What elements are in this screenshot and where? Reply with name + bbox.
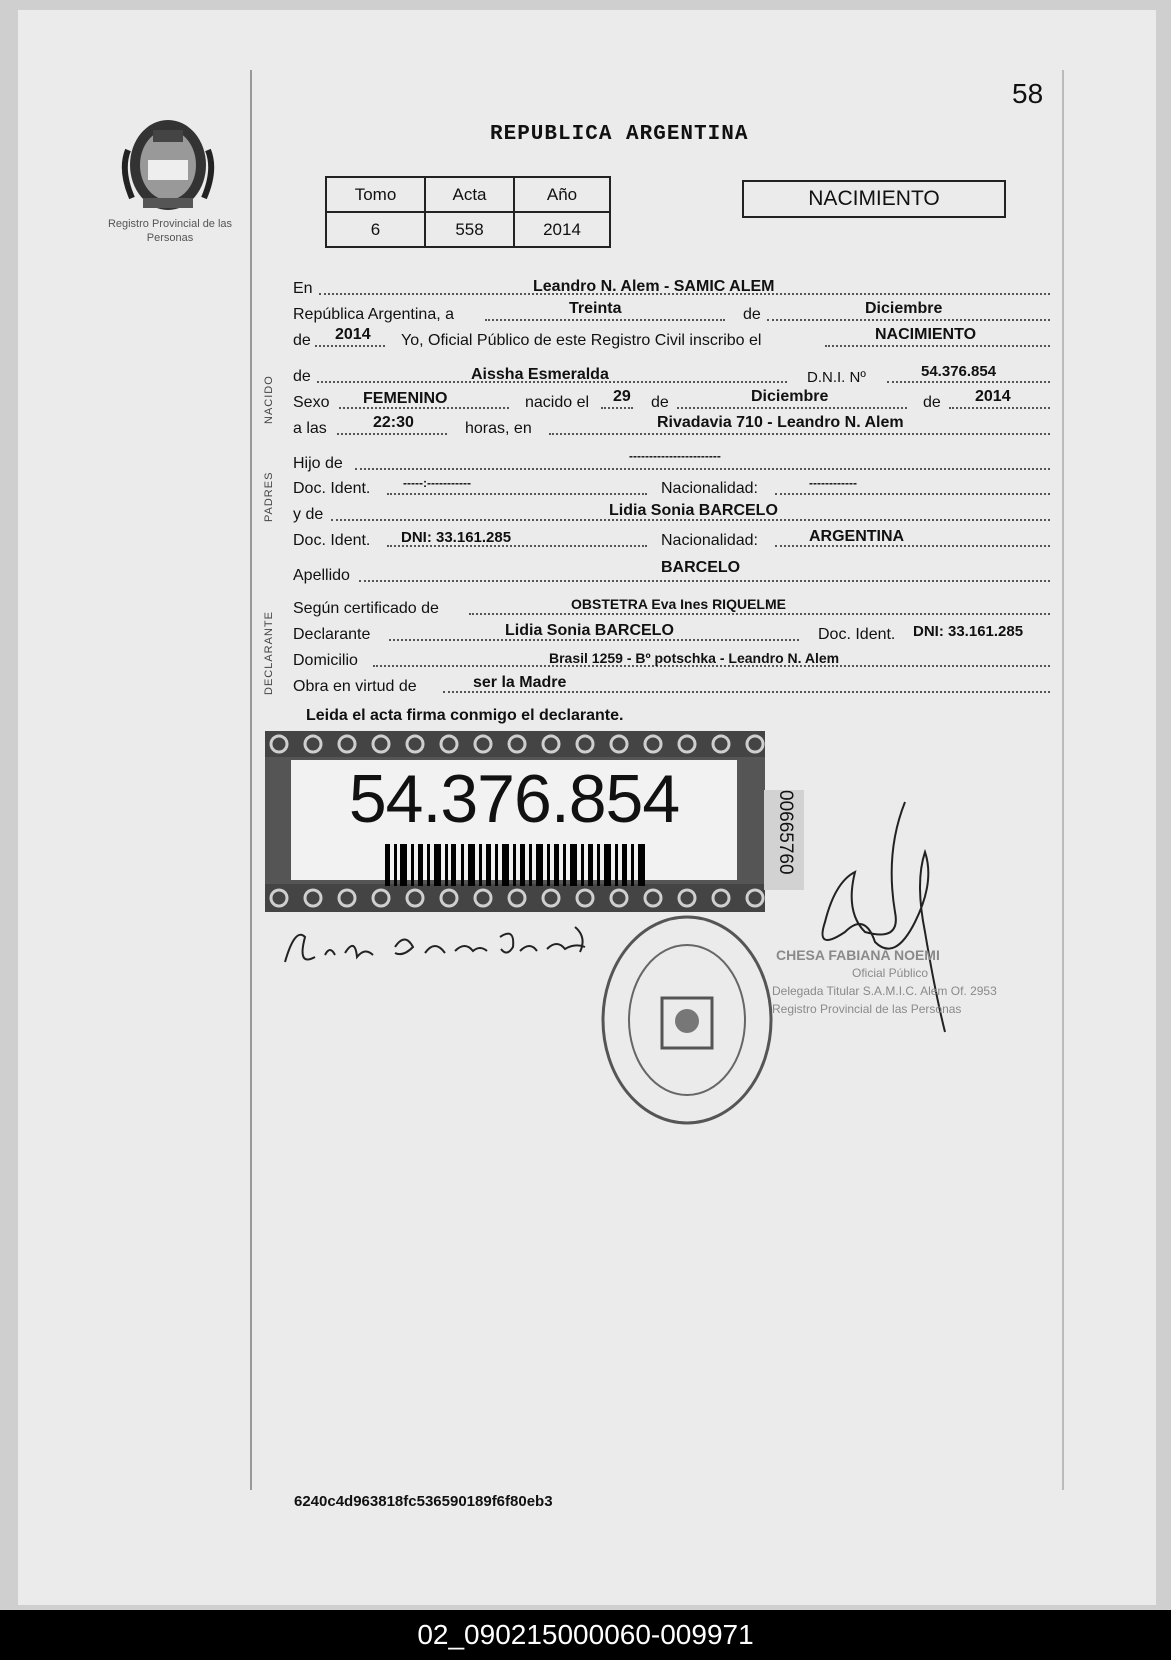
value-tomo: 6: [326, 212, 425, 247]
value-child-name: Aissha Esmeralda: [471, 366, 609, 383]
registry-label: Registro Provincial de las Personas: [107, 218, 233, 244]
row-sexo: [293, 388, 1050, 412]
fill-line: [315, 345, 385, 347]
row-obra: [293, 672, 1050, 696]
value-inscribo: NACIMIENTO: [875, 326, 977, 343]
fill-line: [601, 407, 633, 409]
value-birth-time: 22:30: [373, 414, 414, 431]
official-registry: Registro Provincial de las Personas: [772, 1002, 962, 1016]
label-sexo: Sexo: [293, 394, 330, 411]
document-title: REPUBLICA ARGENTINA: [490, 123, 749, 146]
label-horas: horas, en: [465, 420, 532, 437]
value-month: Diciembre: [865, 300, 943, 317]
label-de: de: [743, 306, 761, 323]
row-declarante: [293, 620, 1050, 644]
sticker-serial-strip: [764, 790, 804, 890]
official-position: Delegada Titular S.A.M.I.C. Alem Of. 2953: [772, 984, 997, 998]
row-mother: [293, 500, 1050, 524]
fill-line: [549, 433, 1050, 435]
right-margin-line: [1062, 70, 1064, 1490]
reference-table: [325, 176, 611, 248]
sticker-dni-number: 54.376.854: [348, 761, 680, 837]
label-doc-ident: Doc. Ident.: [818, 626, 896, 643]
value-child-dni: 54.376.854: [921, 363, 997, 380]
row-time-place: [293, 414, 1050, 438]
header-tomo: Tomo: [326, 177, 425, 212]
row-mother-doc: [293, 526, 1050, 550]
page-number: 58: [1012, 78, 1044, 109]
label-de: de: [923, 394, 941, 411]
official-name: CHESA FABIANA NOEMI: [776, 947, 940, 963]
value-acta: 558: [425, 212, 514, 247]
value-declarante: Lidia Sonia BARCELO: [505, 622, 674, 639]
barcode-icon: [385, 844, 647, 886]
value-birth-year: 2014: [975, 388, 1011, 405]
registry-seal-icon: [600, 913, 775, 1128]
fill-line: [337, 433, 447, 435]
label-nacionalidad: Nacionalidad:: [661, 480, 758, 497]
sticker-serial: 00665760: [775, 790, 796, 875]
row-nacido-name: [293, 362, 1050, 386]
label-obra: Obra en virtud de: [293, 678, 417, 695]
value-birth-place: Rivadavia 710 - Leandro N. Alem: [657, 414, 904, 431]
value-birth-month: Diciembre: [751, 388, 829, 405]
fill-line: [949, 407, 1050, 409]
section-label-nacido: NACIDO: [263, 375, 275, 424]
label-de: de: [651, 394, 669, 411]
fill-line: [359, 580, 1050, 582]
label-y-de: y de: [293, 506, 324, 523]
fill-line: [767, 319, 1050, 321]
header-acta: Acta: [425, 177, 514, 212]
row-certificado: [293, 594, 1050, 618]
scan-id-footer: 02_090215000060-009971: [0, 1610, 1171, 1660]
row-domicilio: [293, 646, 1050, 670]
official-stamp-text: [772, 946, 1032, 1018]
value-obra: ser la Madre: [473, 674, 567, 691]
label-dni: D.N.I. Nº: [807, 369, 866, 386]
row-father: [293, 449, 1050, 473]
section-label-declarante: DECLARANTE: [263, 611, 275, 695]
row-year: [293, 326, 1050, 350]
value-certificado: OBSTETRA Eva Ines RIQUELME: [571, 596, 786, 612]
value-domicilio: Brasil 1259 - Bº potschka - Leandro N. Alem: [549, 650, 840, 666]
fill-line: [485, 319, 725, 321]
label-nacido: nacido el: [525, 394, 590, 411]
value-year: 2014: [335, 326, 371, 343]
label-declarante: Declarante: [293, 626, 371, 643]
document-hash: 6240c4d963818fc536590189f6f80eb3: [294, 1493, 553, 1510]
value-day: Treinta: [569, 300, 622, 317]
value-mother: Lidia Sonia BARCELO: [609, 502, 778, 519]
row-republica: [293, 300, 1050, 324]
provincial-crest-icon: [118, 110, 218, 215]
label-republica: República Argentina, a: [293, 306, 454, 323]
label-de: de: [293, 368, 311, 385]
fill-line: [355, 468, 1050, 470]
fill-line: [775, 493, 1050, 495]
row-en: [293, 274, 1050, 298]
header-ano: Año: [514, 177, 610, 212]
label-certificado: Según certificado de: [293, 600, 439, 617]
fill-line: [387, 493, 647, 495]
row-father-doc: [293, 474, 1050, 498]
value-declarante-doc: DNI: 33.161.285: [913, 623, 1024, 640]
label-domicilio: Domicilio: [293, 652, 358, 669]
label-nacionalidad: Nacionalidad:: [661, 532, 758, 549]
value-apellido: BARCELO: [661, 559, 741, 576]
value-father-doc: -----:-----------: [403, 476, 471, 490]
value-en: Leandro N. Alem - SAMIC ALEM: [533, 278, 775, 295]
label-oficial: Yo, Oficial Público de este Registro Civil inscribo el: [401, 332, 762, 349]
row-apellido: [293, 561, 1050, 585]
record-type-box: NACIMIENTO: [742, 180, 1006, 218]
label-hijo-de: Hijo de: [293, 455, 343, 472]
sticker-panel: [291, 760, 737, 880]
fill-line: [887, 381, 1050, 383]
fill-line: [469, 613, 1050, 615]
label-doc-ident: Doc. Ident.: [293, 480, 371, 497]
official-title: Oficial Público: [852, 966, 929, 980]
value-birth-day: 29: [613, 388, 631, 405]
label-en: En: [293, 280, 313, 297]
left-margin-line: [250, 70, 252, 1490]
value-ano: 2014: [514, 212, 610, 247]
value-mother-nationality: ARGENTINA: [809, 528, 905, 545]
reading-note: Leida el acta firma conmigo el declarante.: [306, 707, 624, 724]
value-father-nationality: ------------: [809, 476, 857, 490]
label-apellido: Apellido: [293, 567, 350, 584]
declarant-signature-icon: [275, 917, 610, 977]
value-mother-doc: DNI: 33.161.285: [401, 529, 512, 546]
fill-line: [677, 407, 907, 409]
label-doc-ident: Doc. Ident.: [293, 532, 371, 549]
section-label-padres: PADRES: [263, 471, 275, 522]
label-a-las: a las: [293, 420, 327, 437]
fill-line: [825, 345, 1050, 347]
dni-sticker: [265, 731, 765, 912]
value-sexo: FEMENINO: [363, 390, 448, 407]
value-father: -----------------------: [629, 449, 721, 463]
label-de: de: [293, 332, 311, 349]
